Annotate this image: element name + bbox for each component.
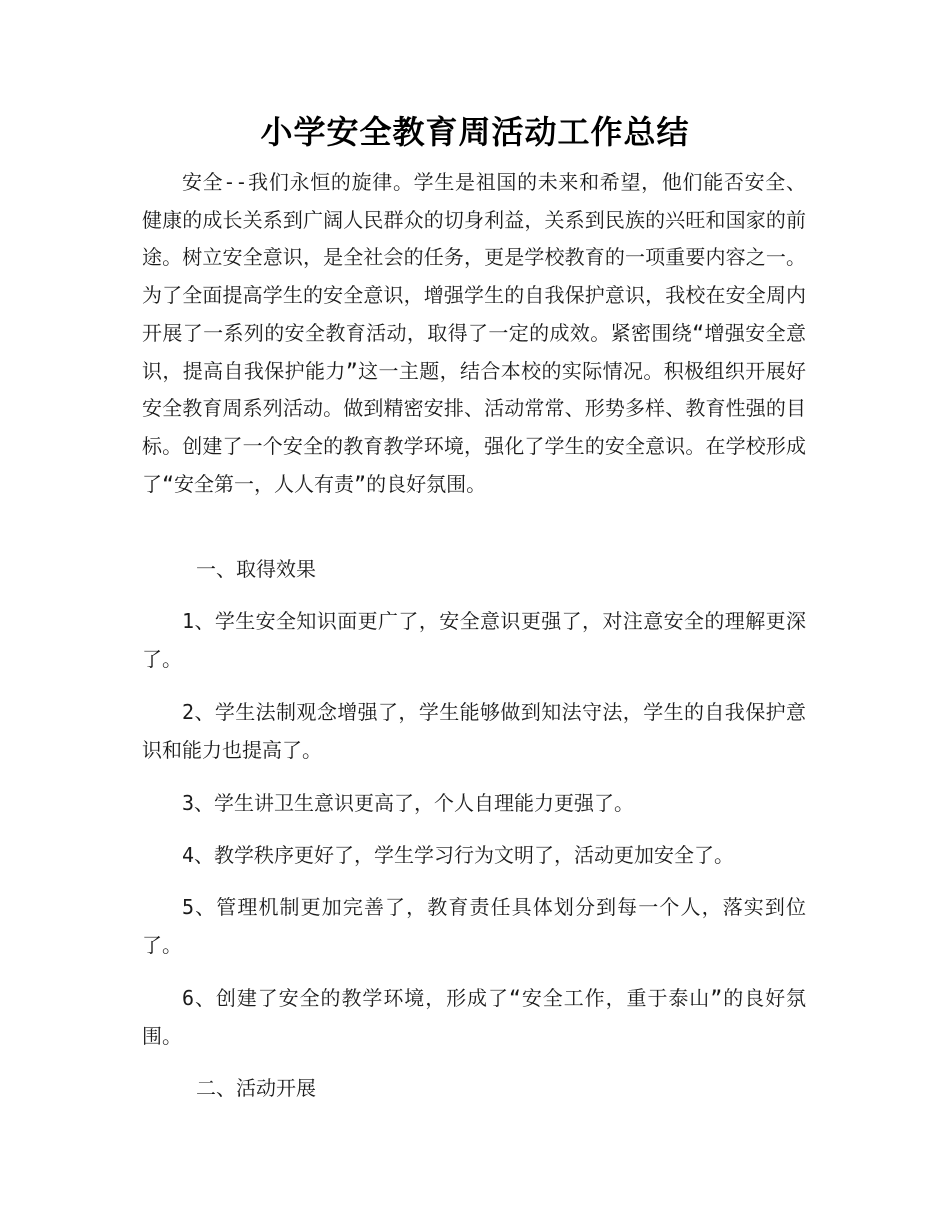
result-item-6: 6、创建了安全的教学环境，形成了“安全工作，重于泰山”的良好氛围。: [142, 986, 806, 1048]
section-heading-activities: 二、活动开展: [196, 1076, 316, 1100]
result-item-4: 4、教学秩序更好了，学生学习行为文明了，活动更加安全了。: [182, 843, 735, 867]
result-item-2: 2、学生法制观念增强了，学生能够做到知法守法，学生的自我保护意识和能力也提高了。: [142, 700, 806, 762]
result-item-1: 1、学生安全知识面更广了，安全意识更强了，对注意安全的理解更深了。: [142, 609, 806, 671]
result-item-3: 3、学生讲卫生意识更高了，个人自理能力更强了。: [182, 791, 635, 815]
section-heading-results: 一、取得效果: [196, 557, 316, 581]
intro-paragraph: 安全--我们永恒的旋律。学生是祖国的未来和希望，他们能否安全、健康的成长关系到广阔人民群众的切身利益，关系到民族的兴旺和国家的前途。树立安全意识，是全社会的任务，更是学校教育的一项重要内容之一。为了全面提高学生的安全意识，增强学生的自我保护意识，我校在安全周内开展了一系列的安全教育活动，取得了一定的成效。紧密围绕“增强安全意识，提高自我保护能力”这一主题，结合本校的实际情况。积极组织开展好安全教育周系列活动。做到精密安排、活动常常、形势多样、教育性强的目标。创建了一个安全的教育教学环境，强化了学生的安全意识。在学校形成了“安全第一，人人有责”的良好氛围。: [142, 170, 806, 496]
result-item-5: 5、管理机制更加完善了，教育责任具体划分到每一个人，落实到位了。: [142, 895, 806, 957]
document-title: 小学安全教育周活动工作总结: [260, 113, 690, 151]
